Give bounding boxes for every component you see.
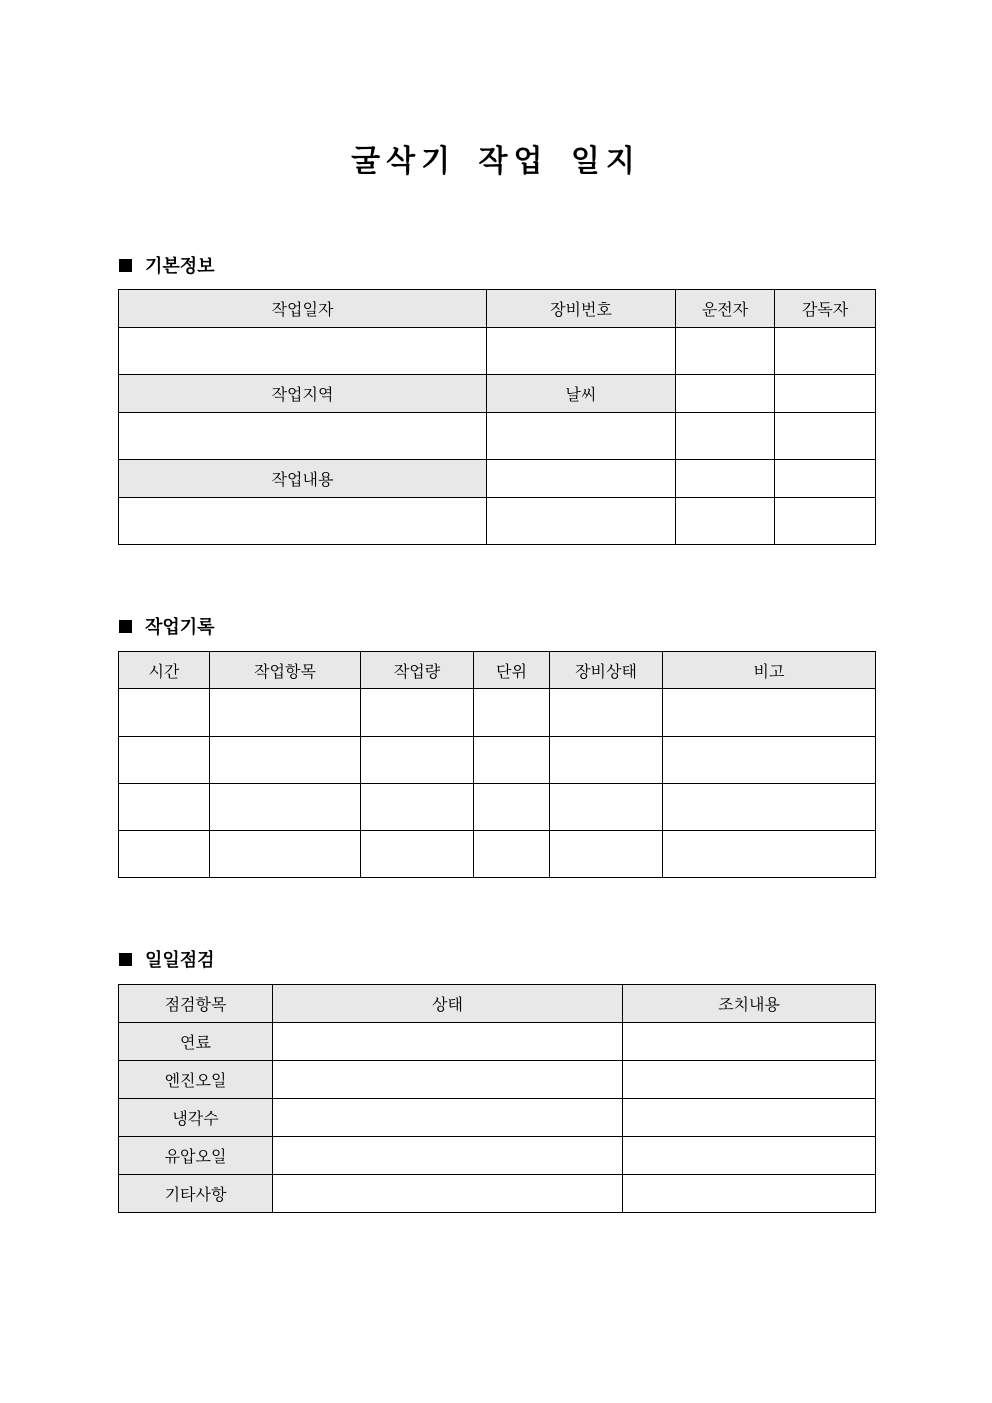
blank-cell[interactable] <box>775 460 876 498</box>
table-row <box>119 1023 876 1061</box>
action-field[interactable] <box>623 1061 876 1099</box>
header-status: 상태 <box>273 985 623 1023</box>
table-row <box>119 784 876 831</box>
section-title: 작업기록 <box>145 617 215 638</box>
time-field[interactable] <box>119 737 210 784</box>
remarks-field[interactable] <box>663 737 876 784</box>
table-row <box>119 831 876 878</box>
table-row <box>119 689 876 737</box>
status-field[interactable] <box>273 1061 623 1099</box>
section-title: 일일점검 <box>145 950 215 971</box>
remarks-field[interactable] <box>663 784 876 831</box>
header-operator: 운전자 <box>676 290 775 328</box>
unit-field[interactable] <box>474 689 550 737</box>
check-item-label: 기타사항 <box>119 1175 273 1213</box>
check-item-label: 냉각수 <box>119 1099 273 1137</box>
table-row <box>119 1061 876 1099</box>
status-field[interactable] <box>273 1137 623 1175</box>
header-work-amount: 작업량 <box>361 652 474 689</box>
blank-cell[interactable] <box>775 375 876 413</box>
action-field[interactable] <box>623 1175 876 1213</box>
header-work-date: 작업일자 <box>119 290 487 328</box>
work-area-field[interactable] <box>119 413 487 460</box>
header-check-item: 점검항목 <box>119 985 273 1023</box>
action-field[interactable] <box>623 1099 876 1137</box>
section-heading-work-log <box>119 614 215 638</box>
work-item-field[interactable] <box>210 831 361 878</box>
equipment-status-field[interactable] <box>550 689 663 737</box>
table-row <box>119 737 876 784</box>
time-field[interactable] <box>119 689 210 737</box>
section-heading-daily-check <box>119 947 215 971</box>
status-field[interactable] <box>273 1175 623 1213</box>
header-work-area: 작업지역 <box>119 375 487 413</box>
header-weather: 날씨 <box>487 375 676 413</box>
blank-cell[interactable] <box>676 460 775 498</box>
check-item-label: 유압오일 <box>119 1137 273 1175</box>
time-field[interactable] <box>119 831 210 878</box>
check-item-label: 엔진오일 <box>119 1061 273 1099</box>
action-field[interactable] <box>623 1023 876 1061</box>
unit-field[interactable] <box>474 784 550 831</box>
page-title: 굴삭기 작업 일지 <box>351 144 641 179</box>
equipment-number-field[interactable] <box>487 328 676 375</box>
equipment-status-field[interactable] <box>550 737 663 784</box>
blank-cell[interactable] <box>487 460 676 498</box>
supervisor-field[interactable] <box>775 328 876 375</box>
remarks-field[interactable] <box>663 689 876 737</box>
work-amount-field[interactable] <box>361 689 474 737</box>
square-bullet-icon <box>119 259 132 272</box>
weather-field[interactable] <box>487 413 676 460</box>
status-field[interactable] <box>273 1023 623 1061</box>
header-work-item: 작업항목 <box>210 652 361 689</box>
daily-check-table <box>118 984 876 1213</box>
header-equipment-number: 장비번호 <box>487 290 676 328</box>
blank-cell[interactable] <box>775 498 876 545</box>
work-content-field[interactable] <box>119 498 487 545</box>
work-date-field[interactable] <box>119 328 487 375</box>
section-heading-basic <box>119 253 215 277</box>
section-title: 기본정보 <box>145 256 215 277</box>
work-amount-field[interactable] <box>361 737 474 784</box>
work-item-field[interactable] <box>210 689 361 737</box>
equipment-status-field[interactable] <box>550 784 663 831</box>
header-equipment-status: 장비상태 <box>550 652 663 689</box>
time-field[interactable] <box>119 784 210 831</box>
basic-info-table <box>118 289 876 545</box>
unit-field[interactable] <box>474 831 550 878</box>
blank-cell[interactable] <box>487 498 676 545</box>
equipment-status-field[interactable] <box>550 831 663 878</box>
work-amount-field[interactable] <box>361 831 474 878</box>
work-amount-field[interactable] <box>361 784 474 831</box>
blank-cell[interactable] <box>775 413 876 460</box>
header-supervisor: 감독자 <box>775 290 876 328</box>
work-log-table <box>118 651 876 878</box>
check-item-label: 연료 <box>119 1023 273 1061</box>
blank-cell[interactable] <box>676 498 775 545</box>
action-field[interactable] <box>623 1137 876 1175</box>
blank-cell[interactable] <box>676 375 775 413</box>
blank-cell[interactable] <box>676 413 775 460</box>
header-work-content: 작업내용 <box>119 460 487 498</box>
header-unit: 단위 <box>474 652 550 689</box>
operator-field[interactable] <box>676 328 775 375</box>
table-row <box>119 1137 876 1175</box>
square-bullet-icon <box>119 953 132 966</box>
remarks-field[interactable] <box>663 831 876 878</box>
work-item-field[interactable] <box>210 784 361 831</box>
work-item-field[interactable] <box>210 737 361 784</box>
unit-field[interactable] <box>474 737 550 784</box>
header-time: 시간 <box>119 652 210 689</box>
table-row <box>119 1099 876 1137</box>
header-remarks: 비고 <box>663 652 876 689</box>
status-field[interactable] <box>273 1099 623 1137</box>
square-bullet-icon <box>119 620 132 633</box>
header-action: 조치내용 <box>623 985 876 1023</box>
table-row <box>119 1175 876 1213</box>
